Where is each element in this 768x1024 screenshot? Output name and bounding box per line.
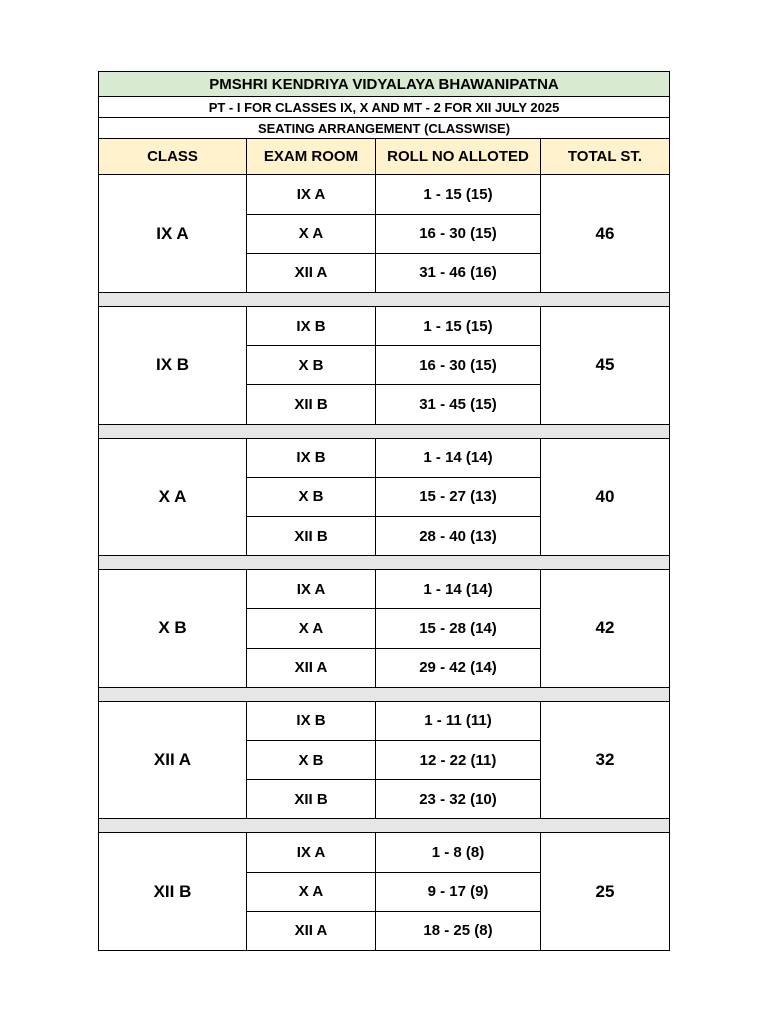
exam-room-cell: XII B [247,516,376,555]
total-students-cell: 45 [541,307,670,425]
class-cell: X B [99,570,247,688]
roll-range-cell: 16 - 30 (15) [376,346,541,385]
exam-room-cell: IX A [247,570,376,609]
roll-range-cell: 23 - 32 (10) [376,780,541,819]
class-cell: X A [99,438,247,556]
school-title: PMSHRI KENDRIYA VIDYALAYA BHAWANIPATNA [99,72,670,97]
exam-room-cell: X A [247,872,376,911]
roll-range-cell: 31 - 46 (16) [376,253,541,292]
roll-range-cell: 12 - 22 (11) [376,740,541,779]
exam-room-cell: X B [247,740,376,779]
exam-room-cell: X B [247,477,376,516]
column-header-exam-room: EXAM ROOM [247,139,376,175]
roll-range-cell: 1 - 15 (15) [376,307,541,346]
table-row [99,570,670,609]
exam-room-cell: XII A [247,253,376,292]
group-separator [99,292,670,306]
exam-room-cell: XII A [247,911,376,950]
exam-title: PT - I FOR CLASSES IX, X AND MT - 2 FOR XII JULY 2025 [99,97,670,118]
exam-room-cell: X A [247,609,376,648]
separator-cell [99,819,670,833]
separator-cell [99,292,670,306]
total-students-cell: 25 [541,833,670,951]
exam-room-cell: IX A [247,175,376,214]
total-students-cell: 42 [541,570,670,688]
group-separator [99,687,670,701]
exam-room-cell: IX A [247,833,376,872]
roll-range-cell: 16 - 30 (15) [376,214,541,253]
roll-range-cell: 1 - 8 (8) [376,833,541,872]
roll-range-cell: 15 - 27 (13) [376,477,541,516]
sheet-subtitle: SEATING ARRANGEMENT (CLASSWISE) [99,118,670,139]
table-row [99,438,670,477]
exam-room-cell: X B [247,346,376,385]
exam-room-cell: IX B [247,307,376,346]
roll-range-cell: 29 - 42 (14) [376,648,541,687]
exam-room-cell: XII A [247,648,376,687]
class-cell: XII B [99,833,247,951]
group-separator [99,819,670,833]
group-separator [99,424,670,438]
column-header-class: CLASS [99,139,247,175]
roll-range-cell: 18 - 25 (8) [376,911,541,950]
separator-cell [99,556,670,570]
total-students-cell: 32 [541,701,670,819]
exam-room-cell: IX B [247,438,376,477]
roll-range-cell: 1 - 11 (11) [376,701,541,740]
group-separator [99,556,670,570]
roll-range-cell: 31 - 45 (15) [376,385,541,424]
total-students-cell: 46 [541,175,670,293]
subtitle-row [99,118,670,139]
roll-range-cell: 28 - 40 (13) [376,516,541,555]
table-row [99,833,670,872]
seating-arrangement-table [98,71,670,951]
table-row [99,175,670,214]
total-students-cell: 40 [541,438,670,556]
exam-room-cell: X A [247,214,376,253]
roll-range-cell: 1 - 15 (15) [376,175,541,214]
class-cell: IX A [99,175,247,293]
class-cell: IX B [99,307,247,425]
separator-cell [99,424,670,438]
table-row [99,307,670,346]
exam-room-cell: XII B [247,385,376,424]
roll-range-cell: 1 - 14 (14) [376,570,541,609]
roll-range-cell: 15 - 28 (14) [376,609,541,648]
exam-room-cell: IX B [247,701,376,740]
table-row [99,701,670,740]
class-cell: XII A [99,701,247,819]
exam-row [99,97,670,118]
roll-range-cell: 9 - 17 (9) [376,872,541,911]
column-header-total: TOTAL ST. [541,139,670,175]
separator-cell [99,687,670,701]
title-row [99,72,670,97]
column-header-row [99,139,670,175]
exam-room-cell: XII B [247,780,376,819]
column-header-roll-no: ROLL NO ALLOTED [376,139,541,175]
roll-range-cell: 1 - 14 (14) [376,438,541,477]
